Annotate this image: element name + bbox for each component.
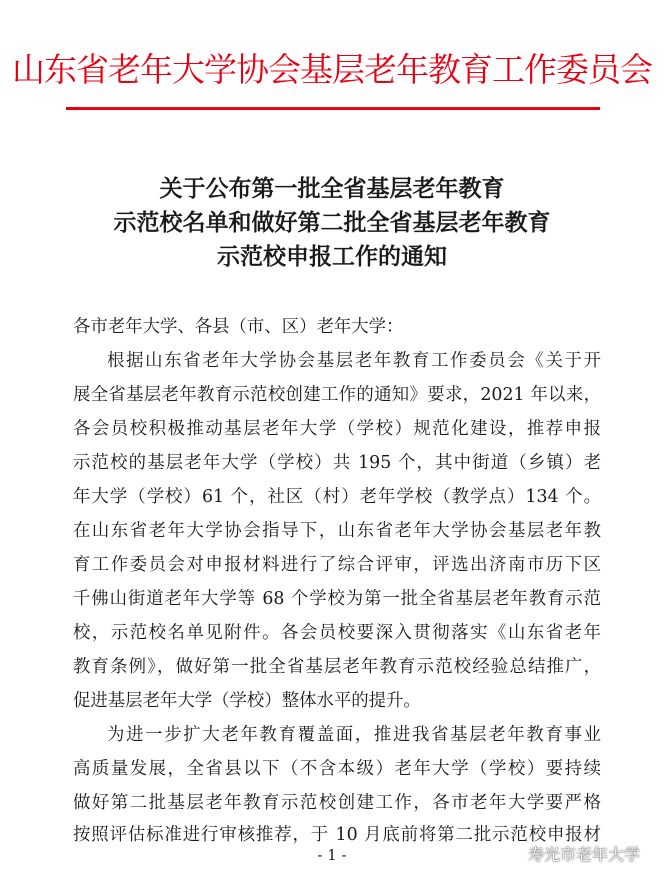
letterhead-org-name: 山东省老年大学协会基层老年教育工作委员会 bbox=[12, 50, 652, 89]
watermark-text: 寿光市老年大学 bbox=[528, 845, 641, 864]
salutation: 各市老年大学、各县（市、区）老年大学： bbox=[73, 317, 404, 337]
paragraph-1-line: 千佛山街道老年大学等 68 个学校为第一批全省基层老年教育示范 bbox=[73, 589, 601, 609]
paragraph-2-line: 高质量发展，全省县以下（不含本级）老年大学（学校）要持续 bbox=[73, 759, 601, 779]
paragraph-1-line: 根据山东省老年大学协会基层老年教育工作委员会《关于开 bbox=[107, 351, 601, 371]
paragraph-1-line: 育工作委员会对申报材料进行了综合评审，评选出济南市历下区 bbox=[73, 555, 601, 575]
paragraph-2-line: 做好第二批基层老年教育示范校创建工作，各市老年大学要严格 bbox=[73, 793, 601, 813]
notice-title-line-3: 示范校申报工作的通知 bbox=[217, 243, 447, 270]
paragraph-1-line: 促进基层老年大学（学校）整体水平的提升。 bbox=[73, 691, 421, 711]
paragraph-1-line: 校，示范校名单见附件。各会员校要深入贯彻落实《山东省老年 bbox=[73, 623, 601, 643]
paragraph-1-line: 示范校的基层老年大学（学校）共 195 个，其中街道（乡镇）老 bbox=[73, 453, 601, 473]
wechat-watermark bbox=[502, 842, 640, 865]
paragraph-1-line: 各会员校积极推动基层老年大学（学校）规范化建设，推荐申报 bbox=[73, 419, 601, 439]
paragraph-2-line: 为进一步扩大老年教育覆盖面，推进我省基层老年教育事业 bbox=[107, 725, 601, 745]
paragraph-1-line: 展全省基层老年教育示范校创建工作的通知》要求，2021 年以来， bbox=[73, 385, 601, 405]
notice-title-line-2: 示范校名单和做好第二批全省基层老年教育 bbox=[113, 209, 551, 236]
paragraph-1-line: 年大学（学校）61 个，社区（村）老年学校（教学点）134 个。 bbox=[73, 487, 601, 507]
letterhead-red-rule bbox=[66, 107, 600, 110]
paragraph-1-line: 教育条例》，做好第一批全省基层老年教育示范校经验总结推广， bbox=[73, 657, 601, 677]
notice-title-line-1: 关于公布第一批全省基层老年教育 bbox=[159, 175, 505, 202]
wechat-icon bbox=[502, 844, 524, 864]
paragraph-2-line: 按照评估标准进行审核推荐，于 10 月底前将第二批示范校申报材 bbox=[73, 825, 601, 845]
page-number: - 1 - bbox=[317, 846, 347, 864]
paragraph-1-line: 在山东省老年大学协会指导下，山东省老年大学协会基层老年教 bbox=[73, 521, 601, 541]
